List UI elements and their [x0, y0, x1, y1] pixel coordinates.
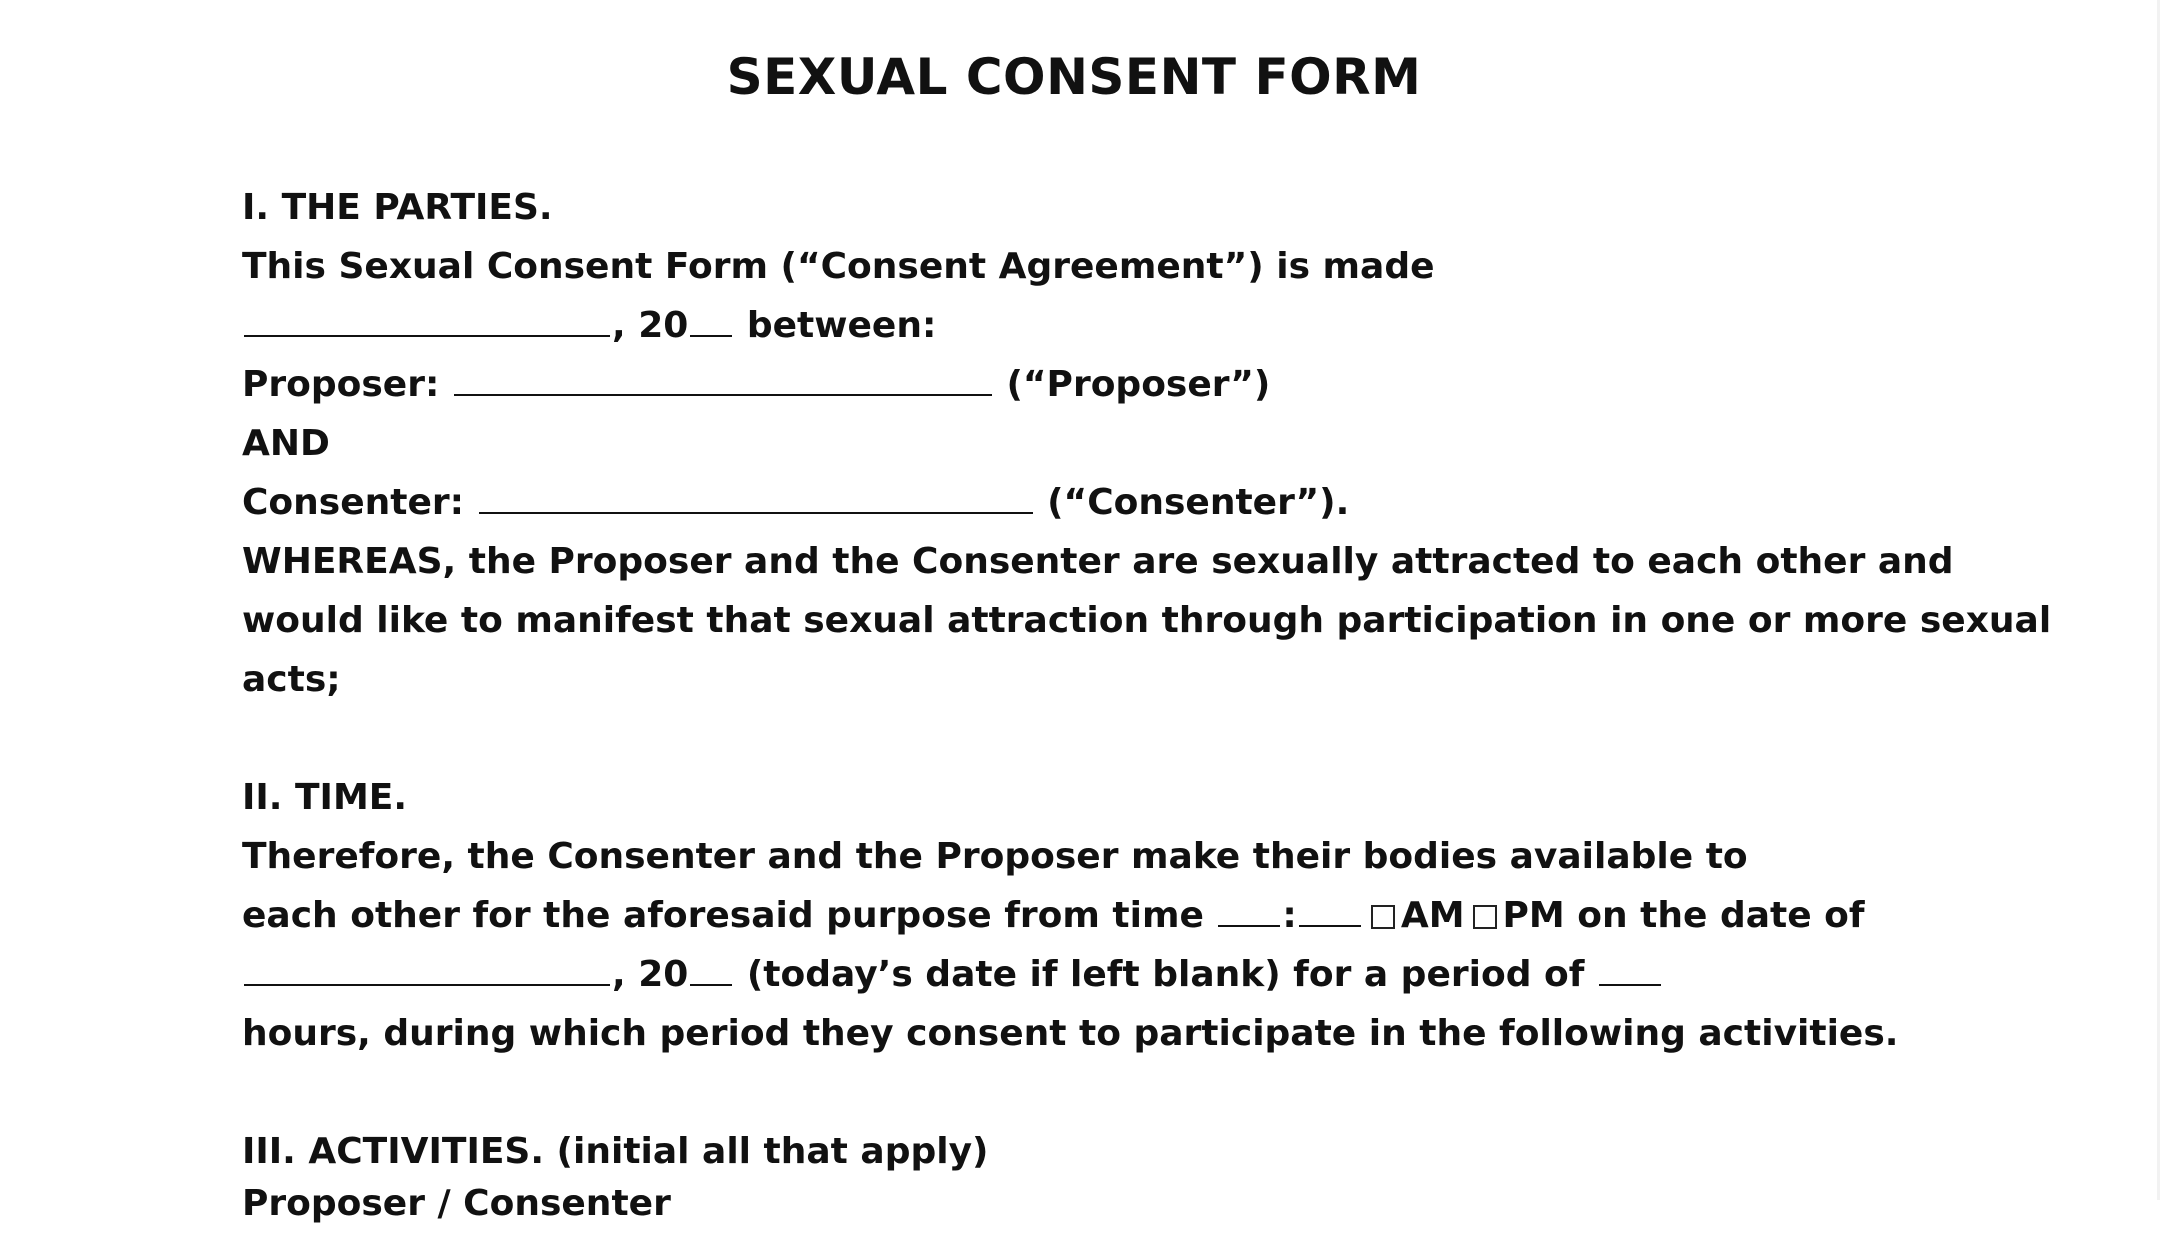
time-line-3: [242, 945, 2122, 1004]
time-year-separator: , 20: [612, 954, 689, 995]
consenter-line: [242, 473, 2122, 532]
consenter-suffix: (“Consenter”).: [1034, 482, 1350, 523]
consenter-name-field[interactable]: [479, 484, 1033, 514]
section-time-heading: II. TIME.: [242, 777, 408, 818]
agreement-date-line: [242, 296, 2122, 355]
time-hour-field[interactable]: [1218, 897, 1280, 927]
agreement-intro: This Sexual Consent Form (“Consent Agreement”) is made: [242, 246, 1435, 287]
year-separator: , 20: [612, 305, 689, 346]
section-parties-heading: I. THE PARTIES.: [242, 187, 553, 228]
agreement-date-field[interactable]: [244, 307, 610, 337]
section-activities-heading: III. ACTIVITIES. (initial all that apply): [242, 1131, 989, 1172]
time-line-4: hours, during which period they consent to participate in the following activities.: [242, 1013, 1899, 1054]
whereas-line-1: WHEREAS, the Proposer and the Consenter are sexually attracted to each other and: [242, 541, 1954, 582]
pm-label: PM on the date of: [1502, 895, 1865, 936]
time-date-field[interactable]: [244, 956, 610, 986]
time-line-1: Therefore, the Consenter and the Proposer make their bodies available to: [242, 836, 1748, 877]
activities-subheading-partial: Proposer / Consenter: [242, 1183, 671, 1224]
am-label: AM: [1400, 895, 1465, 936]
document-body: [242, 178, 2122, 1181]
whereas-line-2: would like to manifest that sexual attraction through participation in one or more sexual: [242, 600, 2052, 641]
proposer-label: Proposer:: [242, 364, 452, 405]
proposer-suffix: (“Proposer”): [993, 364, 1271, 405]
whereas-line-3: acts;: [242, 659, 341, 700]
time-colon: :: [1282, 895, 1297, 936]
time-prefix: each other for the aforesaid purpose from time: [242, 895, 1217, 936]
pm-checkbox[interactable]: [1473, 905, 1497, 929]
and-label: AND: [242, 423, 330, 464]
proposer-line: [242, 355, 2122, 414]
time-minute-field[interactable]: [1299, 897, 1361, 927]
time-period-text: (today’s date if left blank) for a period of: [734, 954, 1597, 995]
between-label: between:: [734, 305, 937, 346]
document-title: SEXUAL CONSENT FORM: [726, 48, 1422, 106]
section-gap: [242, 1063, 2122, 1122]
time-year-field[interactable]: [690, 956, 732, 986]
consenter-label: Consenter:: [242, 482, 477, 523]
period-hours-field[interactable]: [1599, 956, 1661, 986]
am-checkbox[interactable]: [1371, 905, 1395, 929]
agreement-year-field[interactable]: [690, 307, 732, 337]
section-gap: [242, 709, 2122, 768]
proposer-name-field[interactable]: [454, 366, 992, 396]
time-line-2: [242, 886, 2122, 945]
